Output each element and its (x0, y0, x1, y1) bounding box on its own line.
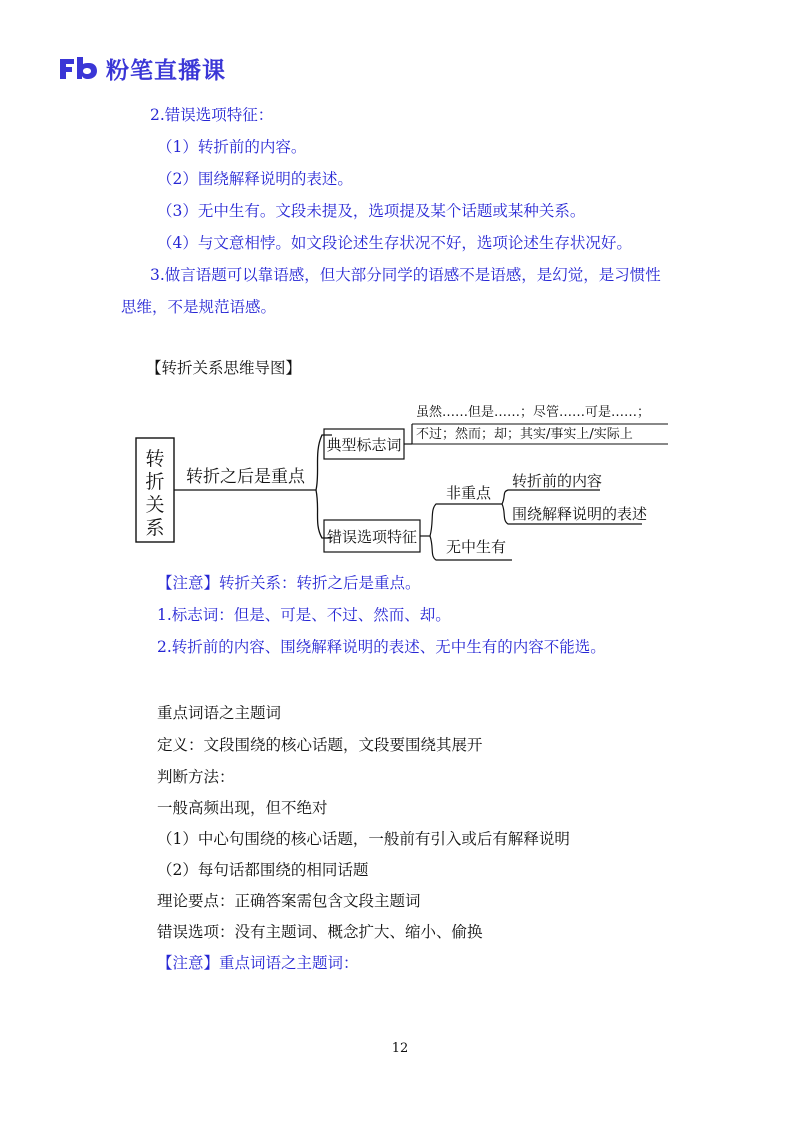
note1-line1: 1.标志词：但是、可是、不过、然而、却。 (157, 606, 451, 624)
root-char-1: 转 (145, 448, 165, 470)
brand-logo (58, 52, 226, 84)
feature-4: （4）与文意相悖。如文段论述生存状况不好，选项论述生存状况好。 (157, 234, 632, 252)
wrong-options: 错误选项：没有主题词、概念扩大、缩小、偷换 (157, 923, 483, 941)
note1-line2: 2.转折前的内容、围绕解释说明的表述、无中生有的内容不能选。 (157, 638, 606, 656)
marker-label: 典型标志词 (326, 436, 402, 454)
wrong-option-label: 错误选项特征 (326, 528, 418, 546)
root-char-4: 系 (145, 517, 165, 539)
mindmap-diagram (130, 392, 690, 564)
note2-title: 【注意】重点词语之主题词： (157, 954, 359, 972)
fb-logo-icon (58, 55, 98, 81)
section2-title: 重点词语之主题词 (157, 704, 282, 722)
item3-line2: 思维，不是规范语感。 (121, 298, 277, 316)
root-char-2: 折 (145, 471, 165, 493)
mindmap-heading: 【转折关系思维导图】 (146, 359, 302, 377)
method-2: （2）每句话都围绕的相同话题 (157, 861, 369, 879)
fabricated-label: 无中生有 (446, 538, 507, 556)
non-focus-label: 非重点 (446, 484, 492, 502)
page-number: 12 (391, 1041, 409, 1056)
method-label: 判断方法： (157, 768, 235, 786)
method-1: （1）中心句围绕的核心话题，一般前有引入或后有解释说明 (157, 830, 570, 848)
brand-name: 粉笔直播课 (106, 57, 226, 84)
feature-2: （2）围绕解释说明的表述。 (157, 170, 353, 188)
theory-point: 理论要点：正确答案需包含文段主题词 (157, 892, 421, 910)
marker-line2: 不过；然而；却；其实/事实上/实际上 (416, 427, 633, 442)
item2-title: 2.错误选项特征： (150, 106, 274, 124)
definition: 定义：文段围绕的核心话题，文段要围绕其展开 (157, 736, 483, 754)
non-focus-item-2: 围绕解释说明的表述 (512, 505, 648, 523)
non-focus-item-1: 转折前的内容 (512, 472, 603, 490)
note1-title: 【注意】转折关系：转折之后是重点。 (157, 574, 421, 592)
feature-3: （3）无中生有。文段未提及，选项提及某个话题或某种关系。 (157, 202, 586, 220)
marker-line1: 虽然……但是……；尽管……可是……； (416, 405, 651, 420)
frequency-note: 一般高频出现，但不绝对 (157, 799, 328, 817)
main-label: 转折之后是重点 (186, 467, 305, 487)
feature-1: （1）转折前的内容。 (157, 138, 307, 156)
root-char-3: 关 (145, 494, 165, 516)
item3-line1: 3.做言语题可以靠语感，但大部分同学的语感不是语感，是幻觉，是习惯性 (150, 266, 661, 284)
